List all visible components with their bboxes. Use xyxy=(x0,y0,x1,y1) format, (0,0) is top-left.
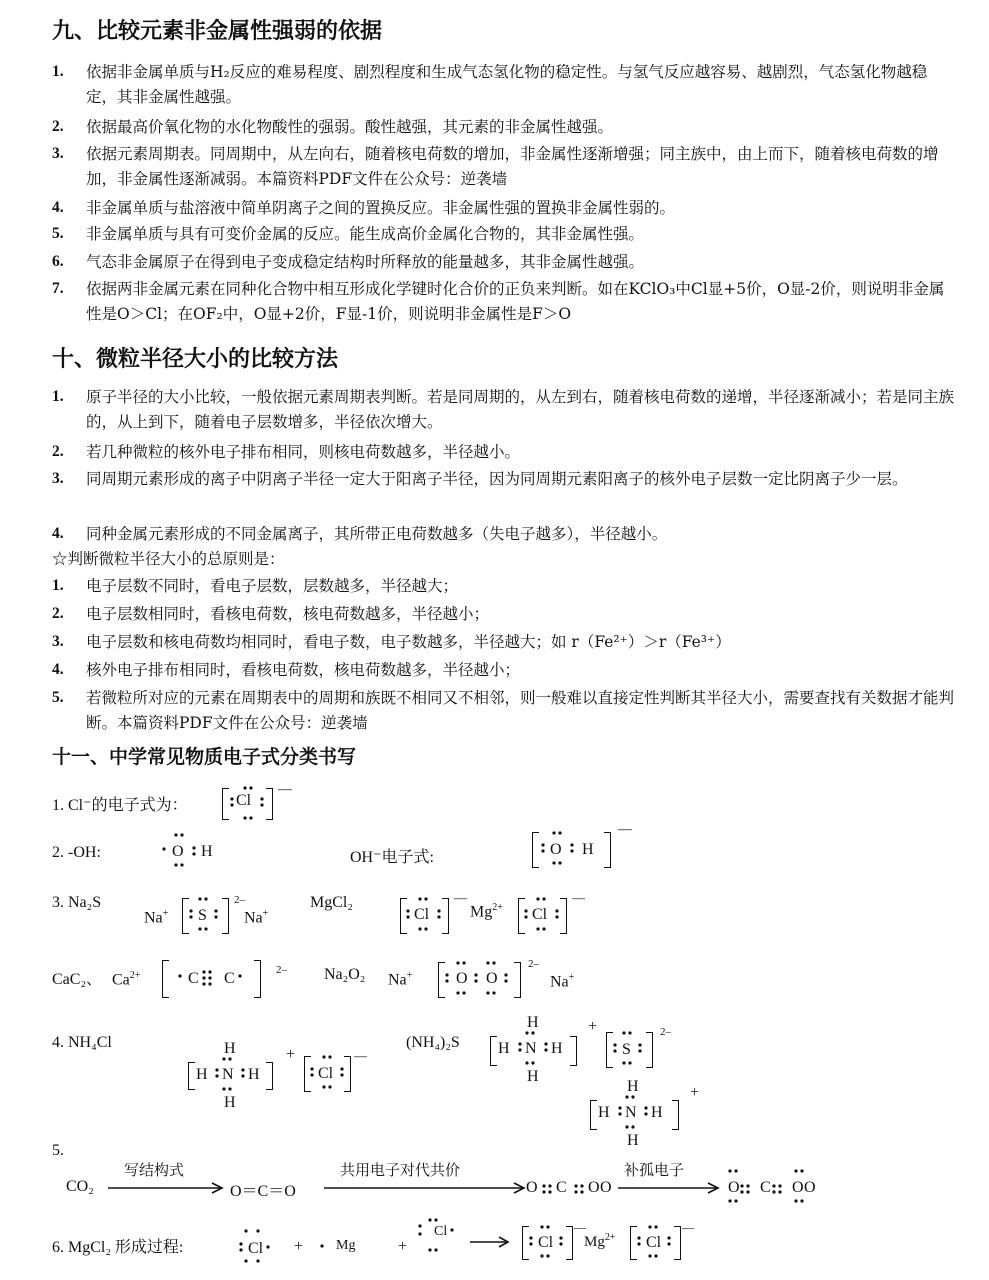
h-symbol: H xyxy=(527,1068,539,1085)
electron-dots xyxy=(538,1180,598,1200)
ex1-label: 1. Cl⁻的电子式为： xyxy=(52,797,188,814)
electron-dots xyxy=(636,1224,676,1264)
bracket-left xyxy=(162,960,169,998)
charge-minus: — xyxy=(278,782,292,797)
h-symbol: H xyxy=(582,841,594,858)
list-item: 7. 依据两非金属元素在同种化合物中相互形成化学键时化合价的正负来判断。如在KClO₃中Cl显+5价，O显-2价，则说明非金属性是O＞Cl；在OF₂中，O显+2价，F显-1价，则说明非金属性是F＞O xyxy=(52,280,945,323)
o-symbol: O xyxy=(728,1179,740,1196)
list-item: 5. 非金属单质与具有可变价金属的反应。能生成高价金属化合物的，其非金属性强。 xyxy=(52,225,645,243)
electron-dots xyxy=(444,960,524,1000)
electron-dots xyxy=(515,1030,555,1070)
o-symbol: O xyxy=(172,843,184,860)
bracket-right xyxy=(266,1062,273,1090)
electron-dots xyxy=(212,1056,252,1096)
plus-sign: + xyxy=(398,1238,408,1255)
electron-dots xyxy=(524,896,564,936)
o-symbol: O xyxy=(550,841,562,858)
charge-minus: — xyxy=(574,1220,586,1234)
list-item: 5. 若微粒所对应的元素在周期表中的周期和族既不相同又不相邻，则一般难以直接定性判断其半径大小，需要查找有关数据才能判断。本篇资料PDF文件在公众号：逆袭墙 xyxy=(52,689,955,732)
bracket-right xyxy=(672,1100,679,1130)
list-item: 4. 核外电子排布相同时，看核电荷数，核电荷数越多，半径越小； xyxy=(52,661,521,679)
bracket-right xyxy=(604,832,611,868)
ex3-na2o2-label: Na₂O₂ xyxy=(324,966,366,983)
ex3-mgcl2-label: MgCl₂ xyxy=(310,894,353,911)
ex4-nh4cl-label: 4. NH₄Cl xyxy=(52,1034,112,1051)
electron-dots xyxy=(406,896,446,936)
charge-2minus: 2– xyxy=(528,958,539,970)
c-symbol: C xyxy=(760,1179,771,1196)
ex3-cac2-label: CaC₂、 xyxy=(52,971,103,988)
electron-dots xyxy=(176,966,246,992)
list-item: 3. 依据元素周期表。同周期中，从左向右，随着核电荷数的增加，非金属性逐渐增强；同主族中，由上而下，随着核电荷数的增加，非金属性逐渐减弱。本篇资料PDF文件在公众号：逆袭墙 xyxy=(52,145,939,188)
bracket-left xyxy=(532,832,539,868)
arrow-icon xyxy=(108,1182,228,1194)
section-10-title: 十、微粒半径大小的比较方法 xyxy=(52,347,339,372)
list-item: 4. 非金属单质与盐溶液中简单阴离子之间的置换反应。非金属性强的置换非金属性弱的。 xyxy=(52,199,676,217)
list-item: 4. 同种金属元素形成的不同金属离子，其所带正电荷数越多（失电子越多），半径越小。 xyxy=(52,525,668,543)
list-item: 1. 依据非金属单质与H₂反应的难易程度、剧烈程度和生成气态氢化物的稳定性。与氢气反应越容易、越剧烈，气态氢化物越稳定，其非金属性越强。 xyxy=(52,63,928,106)
cl-symbol: Cl xyxy=(538,1234,554,1251)
step-label: 写结构式 xyxy=(124,1161,185,1179)
n-symbol: N xyxy=(525,1040,537,1057)
charge-plus: + xyxy=(690,1084,700,1101)
h-symbol: H xyxy=(527,1014,539,1031)
h-symbol: H xyxy=(627,1132,639,1149)
arrow-icon xyxy=(324,1182,524,1194)
electron-dots xyxy=(318,1242,328,1252)
mg-ion: $Mg^{2+}$ xyxy=(470,902,503,921)
cl-symbol: Cl xyxy=(236,792,252,809)
electron-dots xyxy=(540,830,580,870)
step-label: 补孤电子 xyxy=(624,1161,685,1179)
list-item: 6. 气态非金属原子在得到电子变成稳定结构时所释放的能量越多，其非金属性越强。 xyxy=(52,253,645,271)
o-symbol: O xyxy=(792,1179,804,1196)
plus-sign: + xyxy=(294,1238,304,1255)
bracket-right xyxy=(646,1032,653,1068)
o-symbol: O xyxy=(600,1179,612,1196)
charge-plus: + xyxy=(286,1046,296,1063)
ex5-number: 5. xyxy=(52,1142,64,1159)
h-symbol: H xyxy=(196,1066,208,1083)
n-symbol: N xyxy=(625,1104,637,1121)
n-symbol: N xyxy=(222,1066,234,1083)
s-symbol: S xyxy=(622,1041,631,1058)
section-11-title: 十一、中学常见物质电子式分类书写 xyxy=(52,746,357,768)
c-symbol: C xyxy=(556,1179,567,1196)
bracket-right xyxy=(222,898,229,934)
charge-minus: — xyxy=(618,822,632,837)
bracket-right xyxy=(566,1226,573,1260)
list-item: 2. 若几种微粒的核外电子排布相同，则核电荷数越多，半径越小。 xyxy=(52,443,521,461)
principle-title: ☆判断微粒半径大小的总原则是： xyxy=(52,550,285,568)
o-symbol: O xyxy=(526,1179,538,1196)
arrow-icon xyxy=(470,1236,510,1248)
h-symbol: H xyxy=(598,1104,610,1121)
ex2b-label: OH⁻电子式: xyxy=(350,849,435,866)
section-9-title: 九、比较元素非金属性强弱的依据 xyxy=(52,19,383,44)
h-symbol: H xyxy=(551,1040,563,1057)
h-symbol: H xyxy=(651,1104,663,1121)
charge-2minus: 2– xyxy=(234,894,245,906)
ex3-na2s-label: 3. Na₂S xyxy=(52,894,102,911)
co2-label: CO₂ xyxy=(66,1178,94,1195)
na-ion: Na+ xyxy=(244,908,269,927)
h-symbol: H xyxy=(224,1094,236,1111)
list-item: 1. 原子半径的大小比较，一般依据元素周期表判断。若是同周期的，从左到右，随着核电荷数的递增，半径逐渐减小；若是同主族的，从上到下，随着电子层数增多，半径依次增大。 xyxy=(52,388,955,431)
bracket-right xyxy=(560,898,567,934)
ca-ion: $Ca^{2+}$ xyxy=(112,970,141,989)
bracket-right xyxy=(674,1226,681,1260)
c-symbol: C xyxy=(224,970,235,987)
ex2-label: 2. -OH: xyxy=(52,844,101,861)
charge-2minus: 2– xyxy=(660,1026,671,1038)
cl-symbol: Cl xyxy=(646,1234,662,1251)
bracket-right xyxy=(344,1056,351,1092)
arrow-icon xyxy=(618,1182,722,1194)
h-symbol: H xyxy=(201,843,213,860)
list-item: 2. 依据最高价氧化物的水化物酸性的强弱。酸性越强，其元素的非金属性越强。 xyxy=(52,118,614,136)
h-symbol: H xyxy=(498,1040,510,1057)
ex4-nh42s-label: (NH₄)₂S xyxy=(406,1034,460,1051)
charge-minus: — xyxy=(572,890,585,905)
charge-minus: — xyxy=(454,890,467,905)
cl-symbol: Cl xyxy=(414,906,430,923)
mg-symbol: Mg xyxy=(336,1238,356,1253)
charge-2minus: 2– xyxy=(276,964,287,976)
h-symbol: H xyxy=(627,1078,639,1095)
s-symbol: S xyxy=(198,907,207,924)
na-ion: Na+ xyxy=(388,970,413,989)
list-item: 2. 电子层数相同时，看核电荷数，核电荷数越多，半径越小； xyxy=(52,605,490,623)
na-ion: Na+ xyxy=(550,972,575,991)
na-ion: Na+ xyxy=(144,908,169,927)
bracket-right xyxy=(254,960,261,998)
bracket-left xyxy=(590,1100,597,1130)
bracket-left xyxy=(188,1062,195,1090)
cl-symbol: Cl xyxy=(434,1224,448,1239)
ex6-label: 6. MgCl₂ 形成过程: xyxy=(52,1239,184,1256)
electron-dots xyxy=(722,1168,826,1204)
c-symbol: C xyxy=(188,970,199,987)
electron-dots xyxy=(615,1094,655,1134)
list-item: 3. 电子层数和核电荷数均相同时，看电子数，电子数越多，半径越大；如 r（Fe²⁺）＞r（Fe³⁺） xyxy=(52,633,731,651)
cl-symbol: Cl xyxy=(248,1240,264,1257)
o-symbol: O xyxy=(804,1179,816,1196)
electron-dots xyxy=(228,784,268,824)
co2-structure: O＝C＝O xyxy=(230,1183,296,1200)
o-symbol: O xyxy=(588,1179,600,1196)
electron-dots xyxy=(238,1228,278,1268)
charge-minus: — xyxy=(682,1220,694,1234)
step-label: 共用电子对代共价 xyxy=(340,1161,461,1179)
bracket-right xyxy=(442,898,449,934)
cl-symbol: Cl xyxy=(532,906,548,923)
list-item: 3. 同周期元素形成的离子中阴离子半径一定大于阳离子半径，因为同周期元素阳离子的核外电子层数一定比阴离子少一层。 xyxy=(52,470,908,488)
electron-dots xyxy=(160,832,200,872)
bracket-right xyxy=(266,788,273,820)
bracket-left xyxy=(490,1036,497,1066)
h-symbol: H xyxy=(248,1066,260,1083)
bracket-right xyxy=(570,1036,577,1066)
charge-plus: + xyxy=(588,1018,598,1035)
o-symbol: O xyxy=(486,970,498,987)
list-item: 1. 电子层数不同时，看电子层数，层数越多，半径越大； xyxy=(52,577,459,595)
bracket-right xyxy=(514,962,521,998)
electron-dots xyxy=(528,1224,568,1264)
mg-ion: $Mg^{2+}$ xyxy=(584,1232,616,1250)
h-symbol: H xyxy=(224,1040,236,1057)
charge-minus: — xyxy=(354,1048,367,1063)
cl-symbol: Cl xyxy=(318,1065,334,1082)
o-symbol: O xyxy=(456,970,468,987)
